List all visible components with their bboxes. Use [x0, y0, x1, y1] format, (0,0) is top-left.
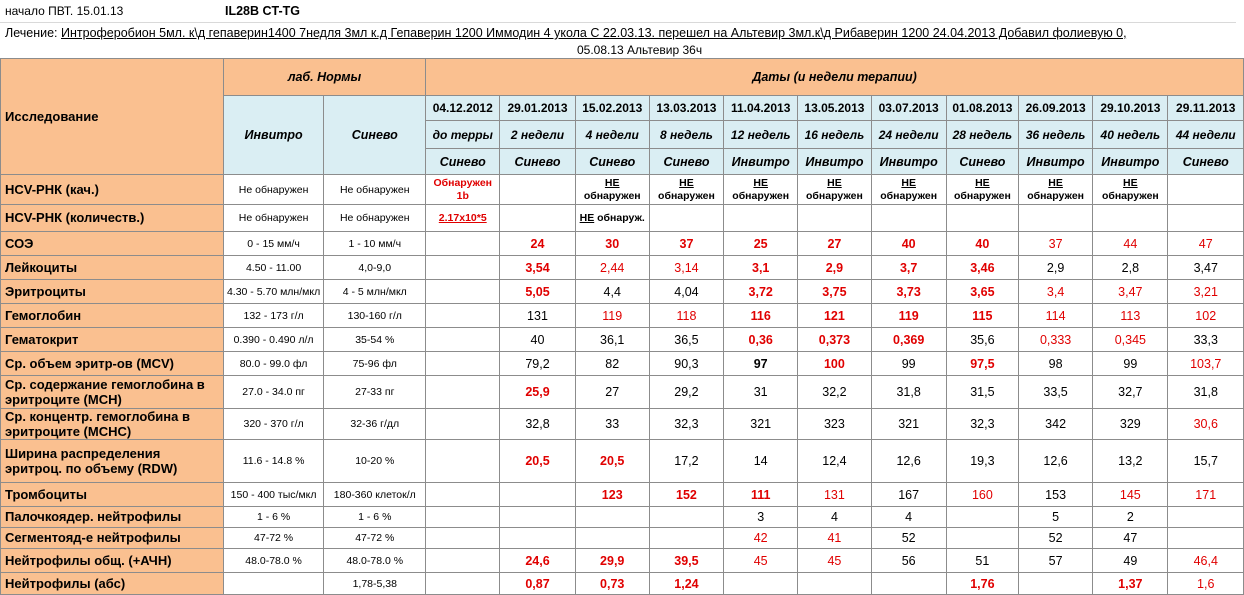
value-cell: 49 — [1093, 549, 1168, 573]
value-cell — [426, 352, 500, 376]
value-cell: 19,3 — [946, 440, 1018, 483]
row-label: Ср. концентр. гемоглобина в эритроците (MCHC) — [1, 409, 224, 440]
value-cell: 32,3 — [649, 409, 723, 440]
norm-invitro: 47-72 % — [223, 528, 324, 549]
value-cell — [500, 528, 575, 549]
table-row — [1, 256, 1244, 280]
norm-invitro: 4.50 - 11.00 — [223, 256, 324, 280]
value-cell: 90,3 — [649, 352, 723, 376]
value-cell: 32,2 — [798, 376, 871, 409]
value-cell: НЕ обнаружен — [575, 175, 649, 205]
row-label: Ср. объем эритр-ов (MCV) — [1, 352, 224, 376]
value-cell: 0,333 — [1018, 328, 1092, 352]
value-cell: 46,4 — [1168, 549, 1244, 573]
row-label: HCV-РНК (кач.) — [1, 175, 224, 205]
norm-invitro: 80.0 - 99.0 фл — [223, 352, 324, 376]
value-cell: 5 — [1018, 507, 1092, 528]
value-cell: 116 — [724, 304, 798, 328]
value-cell — [500, 483, 575, 507]
value-cell: 3,21 — [1168, 280, 1244, 304]
value-cell: 32,8 — [500, 409, 575, 440]
not-marker: НЕ — [753, 176, 768, 189]
value-cell: 36,5 — [649, 328, 723, 352]
value-cell: 40 — [946, 232, 1018, 256]
value-cell: НЕ обнаружен — [1018, 175, 1092, 205]
norm-sinevo: 1,78-5,38 — [324, 573, 426, 595]
row-label: Гемоглобин — [1, 304, 224, 328]
value-cell: 25 — [724, 232, 798, 256]
norm-sinevo: Не обнаружен — [324, 205, 426, 232]
value-cell: 100 — [798, 352, 871, 376]
value-cell: 123 — [575, 483, 649, 507]
row-label: Нейтрофилы общ. (+АЧН) — [1, 549, 224, 573]
lab-header: Инвитро — [1018, 149, 1092, 175]
value-cell: 3,73 — [871, 280, 946, 304]
value-cell — [426, 328, 500, 352]
treatment-row — [0, 23, 1241, 43]
date-header: 26.09.2013 — [1018, 96, 1092, 121]
value-cell: 29,2 — [649, 376, 723, 409]
value-cell: 52 — [871, 528, 946, 549]
lab-header: Синево — [426, 149, 500, 175]
value-cell: 2,44 — [575, 256, 649, 280]
value-cell — [426, 232, 500, 256]
value-cell: 12,4 — [798, 440, 871, 483]
value-cell: 131 — [798, 483, 871, 507]
row-label: Тромбоциты — [1, 483, 224, 507]
value-cell: НЕ обнаружен — [871, 175, 946, 205]
value-cell — [946, 205, 1018, 232]
value-cell — [946, 507, 1018, 528]
norm-invitro: 27.0 - 34.0 пг — [223, 376, 324, 409]
study-header — [1, 59, 224, 175]
value-cell — [1018, 205, 1092, 232]
value-cell: 321 — [724, 409, 798, 440]
norm-sinevo: 32-36 г/дл — [324, 409, 426, 440]
week-header: 40 недель — [1093, 121, 1168, 149]
value-cell: 171 — [1168, 483, 1244, 507]
norm-invitro: Не обнаружен — [223, 175, 324, 205]
value-cell: 4 — [871, 507, 946, 528]
value-cell: 0,36 — [724, 328, 798, 352]
value-cell: 31,8 — [871, 376, 946, 409]
row-label: Ср. содержание гемоглобина в эритроците (MCH) — [1, 376, 224, 409]
value-cell — [426, 304, 500, 328]
norm-sinevo: 180-360 клеток/л — [324, 483, 426, 507]
value-cell — [946, 528, 1018, 549]
norm-invitro: 48.0-78.0 % — [223, 549, 324, 573]
value-cell: 323 — [798, 409, 871, 440]
therapy-start: начало ПВТ. 15.01.13 — [5, 4, 124, 18]
table-row — [1, 440, 1244, 483]
value-cell — [426, 549, 500, 573]
row-label: Палочкоядер. нейтрофилы — [1, 507, 224, 528]
norm-invitro: 4.30 - 5.70 млн/мкл — [223, 280, 324, 304]
value-cell: 5,05 — [500, 280, 575, 304]
value-cell: 35,6 — [946, 328, 1018, 352]
value-cell: 82 — [575, 352, 649, 376]
table-row — [1, 175, 1244, 205]
row-label: Эритроциты — [1, 280, 224, 304]
value-cell: 131 — [500, 304, 575, 328]
value-cell: 42 — [724, 528, 798, 549]
norm-sinevo-header: Синево — [324, 96, 426, 175]
not-marker: НЕ — [679, 176, 694, 189]
value-cell: 3,47 — [1168, 256, 1244, 280]
value-cell: 14 — [724, 440, 798, 483]
not-marker: НЕ — [975, 176, 990, 189]
value-cell: 0,87 — [500, 573, 575, 595]
norm-invitro: 1 - 6 % — [223, 507, 324, 528]
value-cell — [426, 280, 500, 304]
value-cell: 97,5 — [946, 352, 1018, 376]
row-label: HCV-РНК (количеств.) — [1, 205, 224, 232]
value-cell: 119 — [575, 304, 649, 328]
value-cell: 31 — [724, 376, 798, 409]
value-cell — [1093, 205, 1168, 232]
value-cell: 17,2 — [649, 440, 723, 483]
value-cell: 32,7 — [1093, 376, 1168, 409]
value-cell: 79,2 — [500, 352, 575, 376]
value-cell — [426, 409, 500, 440]
value-cell: 321 — [871, 409, 946, 440]
norm-sinevo: 35-54 % — [324, 328, 426, 352]
date-header: 04.12.2012 — [426, 96, 500, 121]
not-marker: НЕ — [604, 176, 620, 189]
value-cell: 98 — [1018, 352, 1092, 376]
norm-sinevo: 130-160 г/л — [324, 304, 426, 328]
norm-invitro — [223, 573, 324, 595]
value-cell: 103,7 — [1168, 352, 1244, 376]
table-row — [1, 205, 1244, 232]
value-cell: 1,24 — [649, 573, 723, 595]
table-row — [1, 232, 1244, 256]
week-header: 24 недели — [871, 121, 946, 149]
value-cell: 56 — [871, 549, 946, 573]
week-header: 12 недель — [724, 121, 798, 149]
lab-header: Синево — [575, 149, 649, 175]
value-cell: 2,9 — [798, 256, 871, 280]
table-row — [1, 304, 1244, 328]
table-row — [1, 549, 1244, 573]
table-row — [1, 409, 1244, 440]
value-cell: 4,4 — [575, 280, 649, 304]
week-header: 44 недели — [1168, 121, 1244, 149]
value-cell — [649, 205, 723, 232]
value-cell: 27 — [575, 376, 649, 409]
row-label: Гематокрит — [1, 328, 224, 352]
value-cell: 15,7 — [1168, 440, 1244, 483]
value-cell: 30,6 — [1168, 409, 1244, 440]
norm-sinevo: 27-33 пг — [324, 376, 426, 409]
study-label: Исследование — [5, 108, 99, 124]
value-cell: 121 — [798, 304, 871, 328]
value-cell: 3,54 — [500, 256, 575, 280]
table-row — [1, 328, 1244, 352]
value-cell: 3,4 — [1018, 280, 1092, 304]
value-cell — [426, 483, 500, 507]
value-cell: 25,9 — [500, 376, 575, 409]
value-cell: 12,6 — [1018, 440, 1092, 483]
value-cell: 57 — [1018, 549, 1092, 573]
table-row — [1, 528, 1244, 549]
week-header: 8 недель — [649, 121, 723, 149]
norm-invitro: 320 - 370 г/л — [223, 409, 324, 440]
table-row — [1, 483, 1244, 507]
lab-header: Синево — [649, 149, 723, 175]
norm-sinevo: 1 - 6 % — [324, 507, 426, 528]
week-header: 4 недели — [575, 121, 649, 149]
value-cell: 40 — [500, 328, 575, 352]
norms-header: лаб. Нормы — [223, 59, 425, 96]
norm-sinevo: 10-20 % — [324, 440, 426, 483]
value-cell: 29,9 — [575, 549, 649, 573]
week-header: 28 недель — [946, 121, 1018, 149]
lab-header: Инвитро — [798, 149, 871, 175]
value-cell: 114 — [1018, 304, 1092, 328]
value-cell: 51 — [946, 549, 1018, 573]
value-cell — [1018, 573, 1092, 595]
value-cell: 3,47 — [1093, 280, 1168, 304]
date-header: 13.05.2013 — [798, 96, 871, 121]
value-cell: НЕ обнаружен — [649, 175, 723, 205]
value-cell: 160 — [946, 483, 1018, 507]
value-cell: 37 — [1018, 232, 1092, 256]
norm-invitro: Не обнаружен — [223, 205, 324, 232]
not-marker: НЕ — [1048, 176, 1063, 189]
table-row — [1, 280, 1244, 304]
lab-header: Инвитро — [1093, 149, 1168, 175]
value-cell: 1,76 — [946, 573, 1018, 595]
value-cell: 2.17x10*5 — [426, 205, 500, 232]
date-header: 03.07.2013 — [871, 96, 946, 121]
week-header: 16 недель — [798, 121, 871, 149]
value-cell: 45 — [724, 549, 798, 573]
value-cell: 40 — [871, 232, 946, 256]
norm-invitro: 132 - 173 г/л — [223, 304, 324, 328]
value-cell: 31,8 — [1168, 376, 1244, 409]
value-cell: 27 — [798, 232, 871, 256]
value-cell: 111 — [724, 483, 798, 507]
row-label: Ширина распределения эритроц. по объему (RDW) — [1, 440, 224, 483]
value-cell: 3 — [724, 507, 798, 528]
value-cell: 33,3 — [1168, 328, 1244, 352]
lab-header: Синево — [946, 149, 1018, 175]
value-cell — [1168, 528, 1244, 549]
value-cell: 32,3 — [946, 409, 1018, 440]
value-cell: 24,6 — [500, 549, 575, 573]
value-cell: 39,5 — [649, 549, 723, 573]
value-cell: 0,345 — [1093, 328, 1168, 352]
norm-sinevo: 48.0-78.0 % — [324, 549, 426, 573]
value-cell: 99 — [1093, 352, 1168, 376]
value-cell: НЕ обнаруж. — [575, 205, 649, 232]
value-cell: 3,1 — [724, 256, 798, 280]
header-row — [0, 0, 1236, 23]
date-header: 01.08.2013 — [946, 96, 1018, 121]
norm-invitro: 0.390 - 0.490 л/л — [223, 328, 324, 352]
value-cell: 37 — [649, 232, 723, 256]
value-cell: 97 — [724, 352, 798, 376]
lab-results-table — [0, 58, 1244, 595]
value-cell: 41 — [798, 528, 871, 549]
value-cell: 13,2 — [1093, 440, 1168, 483]
norm-sinevo: 1 - 10 мм/ч — [324, 232, 426, 256]
value-cell: 33,5 — [1018, 376, 1092, 409]
value-cell: 47 — [1168, 232, 1244, 256]
dates-header: Даты (и недели терапии) — [426, 59, 1244, 96]
norm-invitro: 150 - 400 тыс/мкл — [223, 483, 324, 507]
row-label: Лейкоциты — [1, 256, 224, 280]
value-cell — [426, 507, 500, 528]
week-header: до терры — [426, 121, 500, 149]
lab-header: Инвитро — [724, 149, 798, 175]
value-cell: 167 — [871, 483, 946, 507]
value-cell: 20,5 — [575, 440, 649, 483]
table-row — [1, 507, 1244, 528]
not-marker: НЕ — [827, 176, 842, 189]
value-cell: 153 — [1018, 483, 1092, 507]
value-cell: 3,72 — [724, 280, 798, 304]
date-header: 29.11.2013 — [1168, 96, 1244, 121]
norm-invitro: 11.6 - 14.8 % — [223, 440, 324, 483]
value-cell: 1,37 — [1093, 573, 1168, 595]
value-cell: НЕ обнаружен — [798, 175, 871, 205]
norm-invitro-header: Инвитро — [223, 96, 324, 175]
row-label: Сегментояд-е нейтрофилы — [1, 528, 224, 549]
value-cell: 0,73 — [575, 573, 649, 595]
value-cell: 3,65 — [946, 280, 1018, 304]
not-marker: НЕ — [901, 176, 916, 189]
value-cell: НЕ обнаружен — [724, 175, 798, 205]
value-cell: 1,6 — [1168, 573, 1244, 595]
value-cell: 102 — [1168, 304, 1244, 328]
table-row — [1, 573, 1244, 595]
value-cell: 4 — [798, 507, 871, 528]
value-cell — [575, 528, 649, 549]
value-cell — [1168, 507, 1244, 528]
date-header: 11.04.2013 — [724, 96, 798, 121]
value-cell: Обнаружен 1b — [426, 175, 500, 205]
table-row — [1, 376, 1244, 409]
date-header: 13.03.2013 — [649, 96, 723, 121]
value-cell: 12,6 — [871, 440, 946, 483]
value-cell — [575, 507, 649, 528]
value-cell: 33 — [575, 409, 649, 440]
not-marker: НЕ — [579, 211, 595, 224]
value-cell: 119 — [871, 304, 946, 328]
value-cell: 4,04 — [649, 280, 723, 304]
norm-sinevo: 75-96 фл — [324, 352, 426, 376]
value-cell: 99 — [871, 352, 946, 376]
value-cell: 20,5 — [500, 440, 575, 483]
value-cell: 118 — [649, 304, 723, 328]
row-label: Нейтрофилы (абс) — [1, 573, 224, 595]
week-header: 2 недели — [500, 121, 575, 149]
value-cell: 2,8 — [1093, 256, 1168, 280]
value-cell: 2,9 — [1018, 256, 1092, 280]
row-label: СОЭ — [1, 232, 224, 256]
value-cell: 30 — [575, 232, 649, 256]
value-cell — [426, 573, 500, 595]
norm-invitro: 0 - 15 мм/ч — [223, 232, 324, 256]
value-cell — [724, 573, 798, 595]
norm-sinevo: Не обнаружен — [324, 175, 426, 205]
treatment-label: Лечение: — [5, 26, 58, 40]
value-cell — [500, 205, 575, 232]
value-cell: 47 — [1093, 528, 1168, 549]
value-cell — [871, 573, 946, 595]
value-cell — [426, 440, 500, 483]
value-cell — [426, 528, 500, 549]
value-cell — [724, 205, 798, 232]
treatment-text: Интроферобион 5мл. к\д гепаверин1400 7недля 3мл к.д Гепаверин 1200 Иммодин 4 укола С 22.03.13. перешел на Альтевир 3мл.к\д Рибаверин 1200 24.04.2013 Добавил фолиевую 0, — [61, 26, 1127, 40]
norm-sinevo: 4 - 5 млн/мкл — [324, 280, 426, 304]
value-cell: 3,46 — [946, 256, 1018, 280]
not-marker: НЕ — [1123, 176, 1138, 189]
value-cell: 36,1 — [575, 328, 649, 352]
value-cell: 0,369 — [871, 328, 946, 352]
value-cell: 145 — [1093, 483, 1168, 507]
value-cell: 329 — [1093, 409, 1168, 440]
lab-header: Синево — [1168, 149, 1244, 175]
value-cell: 52 — [1018, 528, 1092, 549]
treatment-row-continued: 05.08.13 Альтевир 36ч — [577, 43, 703, 57]
value-cell: 24 — [500, 232, 575, 256]
week-header: 36 недель — [1018, 121, 1092, 149]
value-cell — [798, 205, 871, 232]
value-cell: 45 — [798, 549, 871, 573]
norm-sinevo: 4,0-9,0 — [324, 256, 426, 280]
norm-sinevo: 47-72 % — [324, 528, 426, 549]
value-cell — [426, 376, 500, 409]
lab-header: Синево — [500, 149, 575, 175]
value-cell — [500, 175, 575, 205]
value-cell: 3,7 — [871, 256, 946, 280]
lab-header: Инвитро — [871, 149, 946, 175]
value-cell: НЕ обнаружен — [946, 175, 1018, 205]
value-cell: 44 — [1093, 232, 1168, 256]
table-row — [1, 352, 1244, 376]
value-cell — [871, 205, 946, 232]
value-cell: 31,5 — [946, 376, 1018, 409]
value-cell — [649, 528, 723, 549]
value-cell — [1168, 175, 1244, 205]
value-cell: 3,14 — [649, 256, 723, 280]
value-cell: 2 — [1093, 507, 1168, 528]
value-cell: 0,373 — [798, 328, 871, 352]
value-cell — [798, 573, 871, 595]
date-header: 29.10.2013 — [1093, 96, 1168, 121]
value-cell — [1168, 205, 1244, 232]
value-cell: 342 — [1018, 409, 1092, 440]
value-cell: НЕ обнаружен — [1093, 175, 1168, 205]
date-header: 29.01.2013 — [500, 96, 575, 121]
value-cell: 115 — [946, 304, 1018, 328]
value-cell: 3,75 — [798, 280, 871, 304]
value-cell — [426, 256, 500, 280]
date-header: 15.02.2013 — [575, 96, 649, 121]
value-cell: 113 — [1093, 304, 1168, 328]
genotype: IL28B CT-TG — [225, 4, 301, 18]
value-cell — [500, 507, 575, 528]
value-cell — [649, 507, 723, 528]
value-cell: 152 — [649, 483, 723, 507]
